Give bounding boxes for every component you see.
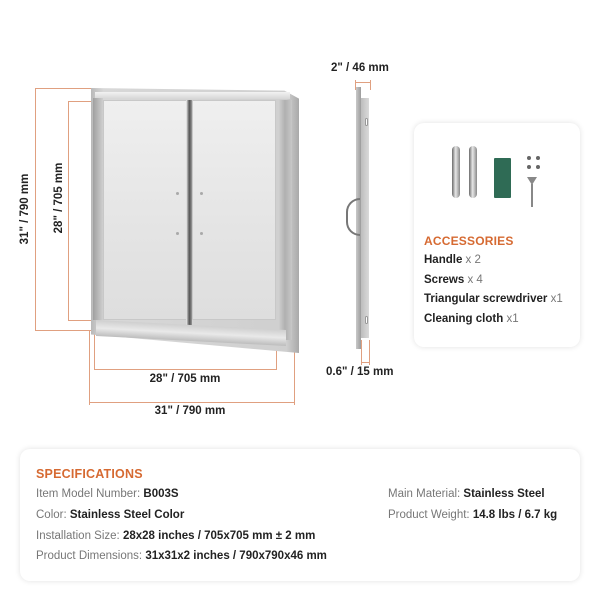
outer-height-label: 31" / 790 mm [19,173,31,245]
spec-row [36,509,184,521]
accessory-item [424,274,483,286]
spec-row [36,488,179,500]
spec-key: Color: [36,509,67,521]
handle-icon [452,146,460,198]
flange-label: 0.6" / 15 mm [326,366,394,378]
frame-left-rail [93,98,103,320]
screw-hole-icon [176,232,179,235]
cleaning-cloth-icon [494,158,511,198]
accessory-qty: x1 [506,313,519,325]
accessory-name: Cleaning cloth [424,313,504,325]
accessory-name: Screws [424,274,465,286]
spec-key: Installation Size: [36,530,120,542]
accessory-qty: x1 [550,293,563,305]
door-center-gap [186,100,192,325]
inner-width-label: 28" / 705 mm [149,373,221,385]
accessory-qty: x 2 [465,254,481,266]
screw-hole-icon [200,232,203,235]
mount-slot-icon [365,316,368,324]
frame-top-rail [95,92,290,99]
accessory-name: Handle [424,254,463,266]
accessory-item [424,293,563,305]
right-door-panel [192,100,276,320]
spec-value: B003S [143,488,179,500]
spec-key: Product Weight: [388,509,470,521]
spec-row [36,530,315,542]
spec-row [388,509,557,521]
accessory-name: Triangular screwdriver [424,293,548,305]
accessory-item [424,313,519,325]
depth-label: 2" / 46 mm [331,62,389,74]
accessory-item [424,254,481,266]
spec-row [388,488,545,500]
inner-height-label: 28" / 705 mm [53,162,65,234]
spec-value: 14.8 lbs / 6.7 kg [472,509,558,521]
accessories-title: ACCESSORIES [424,234,514,248]
specifications-title: SPECIFICATIONS [36,467,143,481]
spec-key: Main Material: [388,488,461,500]
frame-right-rail [278,100,292,340]
mount-slot-icon [365,118,368,126]
spec-value: 28x28 inches / 705x705 mm ± 2 mm [122,530,316,542]
handle-icon [469,146,477,198]
profile-flange [361,98,369,338]
spec-value: Stainless Steel [463,488,545,500]
screw-hole-icon [200,192,203,195]
spec-row [36,550,327,562]
spec-value: Stainless Steel Color [69,509,185,521]
left-door-panel [103,100,187,320]
spec-value: 31x31x2 inches / 790x790x46 mm [145,550,327,562]
spec-key: Item Model Number: [36,488,141,500]
screw-hole-icon [176,192,179,195]
handle-profile-icon [346,198,360,236]
accessory-qty: x 4 [467,274,483,286]
outer-width-label: 31" / 790 mm [154,405,226,417]
spec-key: Product Dimensions: [36,550,143,562]
